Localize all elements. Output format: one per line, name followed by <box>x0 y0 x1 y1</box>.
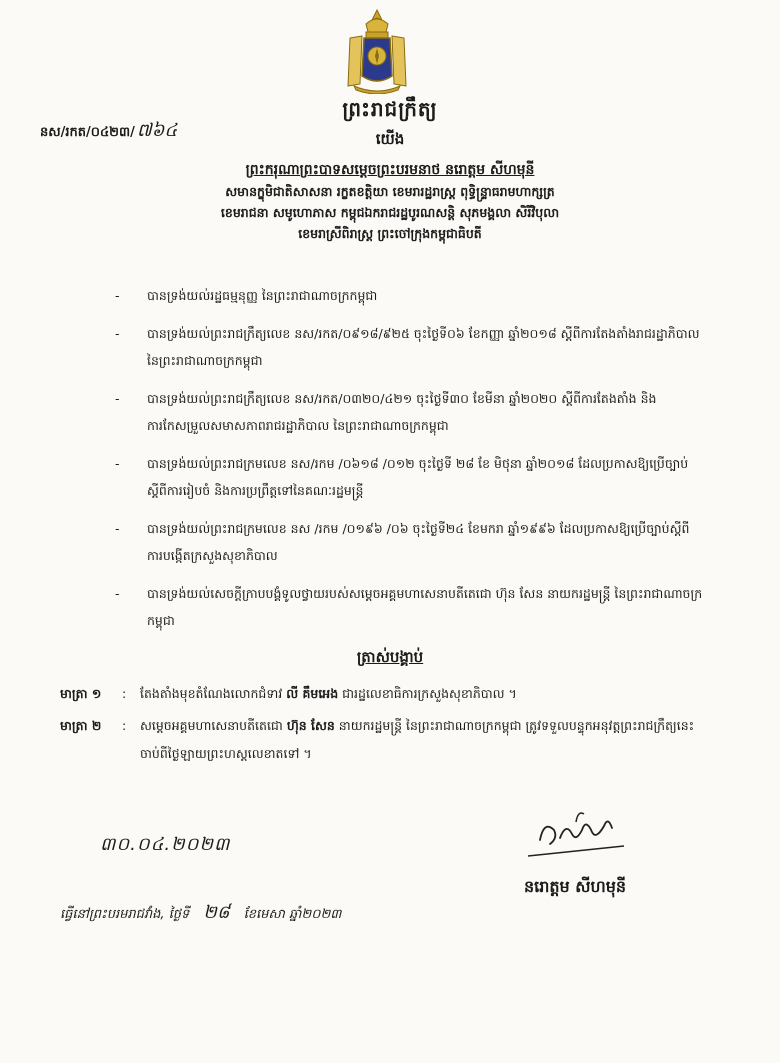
prime-minister-name: ហ៊ុន សែន <box>286 718 335 733</box>
consideration-item <box>115 320 705 374</box>
bullet-dash: - <box>115 586 120 601</box>
we-heading: យើង <box>375 130 405 148</box>
king-title-line: សមានក្ខុមិជាតិសាសនា រក្ខតខត្តិយា ខេមរារដ្ឋរាស្ត្រ ពុទ្ធិន្ទ្រាធរាមហាក្សត្រ <box>225 184 555 199</box>
article-2 <box>60 712 720 768</box>
article-colon: : <box>122 686 127 701</box>
article-1 <box>60 680 720 708</box>
king-title-line: ខេមរាជនា សមូហោភាស កម្ពុជឯករាជរដ្ឋបូរណសន្តិ សុភមង្គលា សិរីវិបុលា <box>220 205 560 220</box>
consideration-item <box>115 450 705 504</box>
decree-number-printed: នស/រកត/០៤២៣/ <box>40 125 135 140</box>
royal-signature <box>520 800 630 864</box>
article-label: មាត្រា ២ <box>60 718 102 733</box>
consideration-item <box>115 580 705 634</box>
bullet-dash: - <box>115 326 120 341</box>
decree-number-handwritten: ៧៦៤ <box>136 120 178 141</box>
article-colon: : <box>122 718 127 733</box>
article-label: មាត្រា ១ <box>60 686 102 701</box>
signer-name: នរោត្តម សីហមុនី <box>523 877 627 896</box>
consideration-text: បានទ្រង់យល់ព្រះរាជក្រមលេខ នស /រកម /០១៩៦ /០៦ ចុះថ្ងៃទី២៤ ខែមករា ឆ្នាំ១៩៩៦ ដែលប្រកាសឱ្យប្រើច្បាប់ស្តីពីការបង្កើតក្រសួងសុខាភិបាល <box>147 521 690 563</box>
article-text-before: តែងតាំងមុខតំណែងលោកជំទាវ <box>140 686 283 701</box>
consideration-text: បានទ្រង់យល់រដ្ឋធម្មនុញ្ញ នៃព្រះរាជាណាចក្រកម្ពុជា <box>147 288 378 303</box>
place-date-prefix: ធ្វើនៅព្រះបរមរាជវាំង, ថ្ងៃទី <box>60 907 190 922</box>
bullet-dash: - <box>115 391 120 406</box>
article-text <box>140 680 720 708</box>
consideration-text: បានទ្រង់យល់ព្រះរាជក្រឹត្យលេខ នស/រកត/០៩១៨/៩២៥ ចុះថ្ងៃទី០៦ ខែកញ្ញា ឆ្នាំ២០១៨ ស្តីពីការតែងតាំងរាជរដ្ឋាភិបាល នៃព្រះរាជាណាចក្រកម្ពុជា <box>147 326 700 368</box>
article-text-after: ជារដ្ឋលេខាធិការក្រសួងសុខាភិបាល ។ <box>342 686 517 701</box>
royal-coat-of-arms-icon <box>336 6 418 94</box>
article-text <box>140 712 720 768</box>
appointee-name: លី គឹមអេង <box>286 686 339 701</box>
month-year: ខែមេសា ឆ្នាំ២០២៣ <box>243 907 342 922</box>
day-handwritten: ២៨ <box>203 902 230 923</box>
bullet-dash: - <box>115 521 120 536</box>
king-titles <box>110 160 670 244</box>
decree-title: ព្រះរាជក្រឹត្យ <box>342 97 438 121</box>
consideration-item <box>115 385 705 439</box>
bullet-dash: - <box>115 456 120 471</box>
considerations-list <box>115 282 705 645</box>
consideration-text: បានទ្រង់យល់សេចក្តីក្រាបបង្គំទូលថ្វាយរបស់សម្តេចអគ្គមហាសេនាបតីតេជោ ហ៊ុន សែន នាយករដ្ឋមន្ត្រី នៃព្រះរាជាណាចក្រកម្ពុជា <box>147 586 703 628</box>
place-and-date <box>60 900 341 927</box>
article-text-after: នាយករដ្ឋមន្ត្រី នៃព្រះរាជាណាចក្រកម្ពុជា ត្រូវទទួលបន្ទុកអនុវត្តព្រះរាជក្រឹត្យនេះ ចាប់ពីថ្ងៃឡាយព្រះហស្តលេខាតទៅ ។ <box>140 718 695 761</box>
consideration-item <box>115 282 705 309</box>
king-title-line: ខេមរាស្រីពិរាស្ត្រ ព្រះចៅក្រុងកម្ពុជាធិបតី <box>298 226 482 241</box>
consideration-text: បានទ្រង់យល់ព្រះរាជក្រឹត្យលេខ នស/រកត/០៣២០/៤២១ ចុះថ្ងៃទី៣០ ខែមីនា ឆ្នាំ២០២០ ស្តីពីការតែងតាំង និងការកែសម្រួលសមាសភាពរាជរដ្ឋាភិបាល នៃព្រះរាជាណាចក្រកម្ពុជា <box>147 391 657 433</box>
king-title-line: ព្រះករុណាព្រះបាទសម្តេចព្រះបរមនាថ នរោត្តម សីហមុនី <box>245 162 535 178</box>
consideration-text: បានទ្រង់យល់ព្រះរាជក្រមលេខ នស/រកម /០៦១៨ /០១២ ចុះថ្ងៃទី ២៨ ខែ មិថុនា ឆ្នាំ២០១៨ ដែលប្រកាសឱ្យប្រើច្បាប់ស្តីពីការរៀបចំ និងការប្រព្រឹត្តទៅនៃគណៈរដ្ឋមន្ត្រី <box>147 456 689 498</box>
consideration-item <box>115 515 705 569</box>
article-text-before: សម្តេចអគ្គមហាសេនាបតីតេជោ <box>140 718 283 733</box>
bullet-dash: - <box>115 288 120 303</box>
handwritten-date: ៣០.០៤.២០២៣ <box>100 834 231 855</box>
decree-heading: ត្រាស់បង្គាប់ <box>356 648 424 666</box>
